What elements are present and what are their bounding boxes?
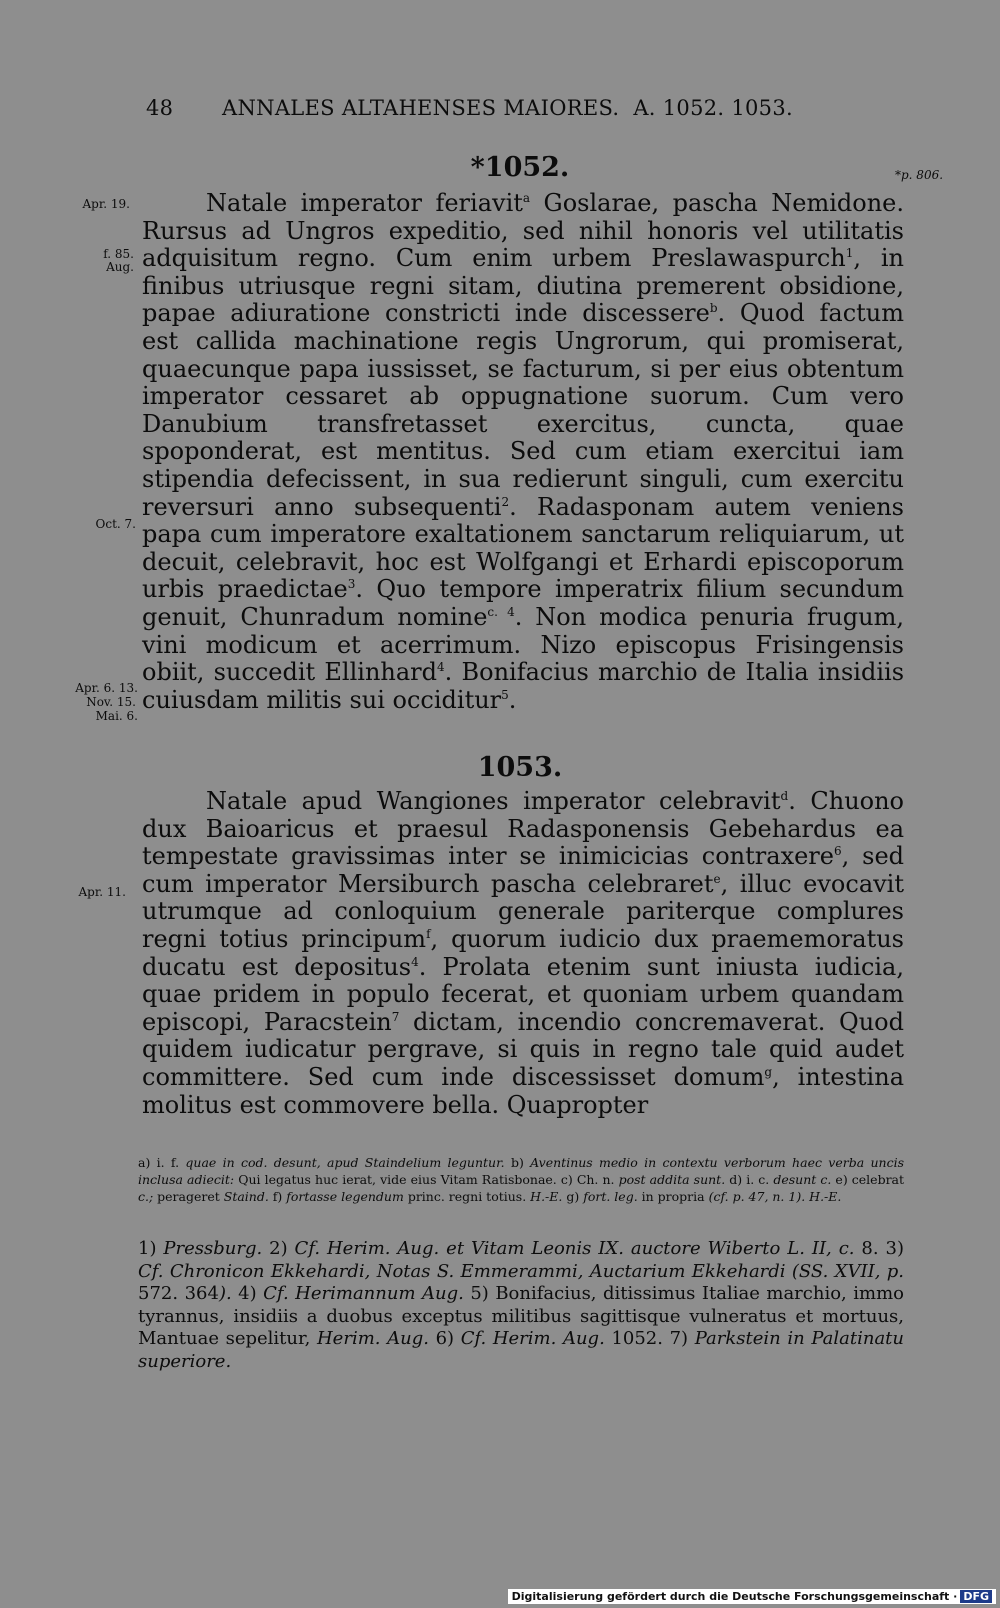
note-run: H.-E.	[530, 1189, 563, 1204]
note-run: Parkstein in Palatinatu superiore.	[138, 1328, 905, 1372]
note-run: 6)	[428, 1328, 461, 1349]
note-run: fortasse legendum	[286, 1189, 404, 1204]
running-years: A. 1052. 1053.	[633, 96, 793, 120]
note-run: Cf. Herim. Aug. et Vitam Leonis IX. auctore Wiberto L. II, c.	[294, 1238, 855, 1259]
text-run: . Chuono dux Baioaricus et praesul Radasponensis Gebehardus ea tempestate gravissimas inter se inimicicias contraxere	[142, 787, 905, 871]
text-run: , in finibus utriusque regni sitam, diutina premerent obsidione, papae adiuratione constricti inde discessere	[142, 244, 905, 328]
running-head	[146, 96, 826, 120]
variant-marker: d	[780, 789, 789, 803]
variant-marker: b	[709, 301, 718, 316]
running-title: ANNALES ALTAHENSES MAIORES.	[222, 96, 620, 120]
text-run: . Quod factum est callida machinatione regis Ungrorum, qui promiserat, quaecunque papa iussisset, se facturum, si per eius obtentum imperator cessaret ab oppugnatione suorum. Cum vero Danubium transfretasset exercitus, cuncta, quae spoponderat, est mentitus. Sed cum etiam exercitui iam stipendia defecissent, in sua redierunt singuli, cum exercitu reversuri anno subsequenti	[142, 299, 904, 521]
footnote-marker: 1	[845, 246, 854, 261]
note-run: (cf. p. 47, n. 1).	[708, 1189, 806, 1204]
note-run: Qui legatus huc ierat, vide eius Vitam Ratisbonae. c) Ch. n.	[234, 1172, 619, 1187]
note-run: in propria	[637, 1189, 709, 1204]
note-run: Cf. Herim. Aug.	[460, 1328, 605, 1349]
note-run: 572. 364	[138, 1283, 219, 1304]
variant-marker: f	[426, 926, 431, 941]
footnote-marker: 5	[501, 687, 509, 702]
variant-marker: a	[522, 191, 531, 205]
note-run: Pressburg.	[163, 1238, 263, 1259]
year-heading-1052: *1052.	[470, 152, 570, 183]
text-run: . Bonifacius marchio de Italia insidiis cuiusdam militis sui occiditur	[142, 658, 905, 714]
margin-date: Nov. 15.	[86, 695, 136, 709]
note-run: 2)	[262, 1238, 295, 1259]
note-run: Cf. Herimannum Aug.	[263, 1283, 464, 1304]
page-number: 48	[146, 96, 174, 120]
text-run: Goslarae, pascha Nemidone. Rursus ad Ungros expeditio, sed nihil honoris vel utilitatis adquisitum regno. Cum enim urbem Preslawaspurch	[142, 189, 905, 273]
note-run: Herim. Aug.	[316, 1328, 429, 1349]
edition-page-reference: *p. 806.	[895, 168, 944, 182]
text-run: , quorum iudicio dux praememoratus ducatu est depositus	[142, 924, 904, 981]
footnote-marker: 4	[437, 660, 445, 675]
footnote-marker: 6	[833, 844, 842, 859]
text-run: . Quo tempore imperatrix filium secundum genuit, Chunradum nomine	[142, 575, 904, 631]
note-run: d) i. c.	[725, 1172, 774, 1187]
text-run: , intestina molitus est commovere bella. Quapropter	[142, 1062, 905, 1119]
digitization-credit: Digitalisierung gefördert durch die Deutsche Forschungsgemeinschaft · DFG	[508, 1589, 996, 1604]
text-run: . Prolata etenim sunt iniusta iudicia, quae pridem in populo fecerat, et quoniam urbem quandam episcopi, Paracstein	[142, 952, 904, 1036]
variant-marker: g	[764, 1064, 773, 1079]
note-run: 1052. 7)	[604, 1328, 695, 1349]
text-run: . Non modica penuria frugum, vini modicum et acerrimum. Nizo episcopus Frisingensis obiit, succedit Ellinhard	[142, 602, 905, 687]
note-run: e) celebrat	[831, 1172, 905, 1187]
note-run: 8. 3)	[854, 1238, 905, 1259]
margin-date: Apr. 11.	[78, 885, 126, 899]
note-run: ).	[218, 1283, 232, 1304]
footnote-marker: 3	[347, 577, 356, 592]
note-run: c.;	[138, 1189, 154, 1204]
margin-date: Oct. 7.	[95, 517, 136, 531]
text-run: Natale apud Wangiones imperator celebravit	[206, 787, 781, 815]
note-run: H.-E.	[809, 1189, 842, 1204]
text-run: Natale imperator feriavit	[206, 189, 523, 217]
text-run: . Radasponam autem veniens papa cum imperatore exaltationem sanctarum reliquiarum, ut decuit, celebravit, hoc est Wolfgangi et Erhardi episcoporum urbis praedictae	[142, 492, 904, 604]
footnote-marker: c. 4	[487, 604, 515, 619]
text-run: .	[508, 685, 517, 714]
note-run: desunt c.	[773, 1172, 832, 1187]
annal-text-1052	[142, 190, 904, 714]
variant-apparatus	[138, 1154, 904, 1205]
footnotes	[138, 1238, 904, 1373]
footnote-marker: 2	[501, 494, 510, 509]
note-run: post addita sunt.	[618, 1172, 726, 1187]
note-run: Cf. Chronicon Ekkehardi, Notas S. Emmerammi, Auctarium Ekkehardi (SS. XVII, p.	[138, 1260, 904, 1282]
text-run: , illuc evocavit utrumque ad conloquium generale pariterque complures regni totius principum	[142, 869, 905, 953]
note-run: f)	[268, 1189, 287, 1204]
margin-date: Apr. 19.	[82, 197, 130, 211]
margin-folio: f. 85.	[103, 247, 134, 261]
note-run: b)	[504, 1155, 531, 1170]
margin-date: Aug.	[106, 260, 134, 274]
dfg-logo: DFG	[960, 1590, 992, 1603]
note-run: 4)	[231, 1283, 264, 1304]
note-run: princ. regni totius.	[403, 1189, 531, 1204]
note-run: quae in cod. desunt, apud Staindelium leguntur.	[185, 1155, 505, 1170]
note-run: a) i. f.	[138, 1155, 186, 1170]
footnote-marker: 4	[411, 954, 419, 969]
note-run: Aventinus medio in contextu verborum haec verba uncis inclusa adiecit:	[138, 1155, 904, 1187]
footnote-marker: 7	[391, 1009, 400, 1024]
margin-date: Mai. 6.	[95, 709, 138, 723]
note-run: g)	[562, 1189, 584, 1204]
year-heading-1053: 1053.	[477, 752, 563, 783]
note-run: 1)	[138, 1238, 164, 1259]
text-run: dictam, incendio concremaverat. Quod quidem iudicatur pergrave, si quis in regno tale quid audet committere. Sed cum inde discessisset domum	[142, 1007, 904, 1091]
annal-text-1053	[142, 788, 904, 1119]
note-run: perageret	[153, 1189, 224, 1204]
text-run: , sed cum imperator Mersiburch pascha celebraret	[142, 842, 905, 898]
margin-date: Apr. 6. 13.	[75, 681, 138, 695]
credit-text: Digitalisierung gefördert durch die Deutsche Forschungsgemeinschaft	[511, 1590, 950, 1603]
note-run: 5) Bonifacius, ditissimus Italiae marchio, immo tyrannus, insidiis a duobus exceptus militibus sagittisque vulneratus et mortuus, Mantuae sepelitur,	[138, 1283, 905, 1349]
note-run: fort. leg.	[583, 1189, 638, 1204]
variant-marker: e	[713, 871, 721, 886]
note-run: Staind.	[223, 1189, 269, 1204]
